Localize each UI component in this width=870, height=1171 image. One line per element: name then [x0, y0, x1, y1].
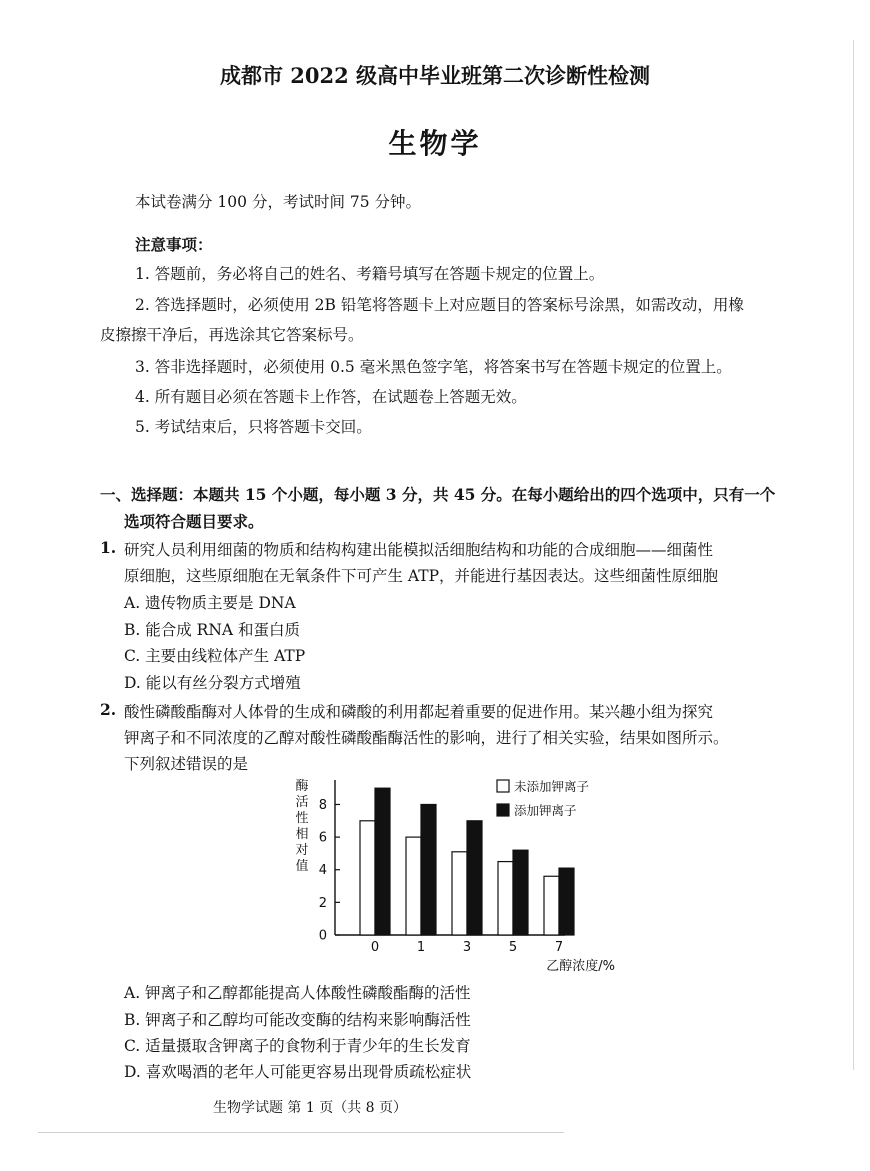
x-tick-label: 3	[462, 940, 472, 955]
q2-option-c: C. 适量摄取含钾离子的食物利于青少年的生长发育	[124, 1037, 471, 1055]
x-tick-label: 7	[554, 940, 564, 955]
y-tick-label: 0	[318, 928, 327, 944]
legend	[497, 779, 589, 818]
note-item: 5. 考试结束后，只将答题卡交回。	[135, 418, 372, 436]
q1-option-d: D. 能以有丝分裂方式增殖	[124, 674, 301, 692]
exam-title: 成都市 2022 级高中毕业班第二次诊断性检测	[219, 63, 651, 88]
y-axis-label	[295, 779, 308, 874]
footer-rule	[38, 1132, 564, 1133]
legend-label-no-potassium: 未添加钾离子	[514, 779, 590, 794]
q1-option-c: C. 主要由线粒体产生 ATP	[124, 647, 306, 665]
legend-swatch-no-potassium	[497, 780, 509, 792]
y-axis-label-char: 性	[295, 811, 309, 826]
section-heading: 一、选择题：本题共 15 个小题，每小题 3 分，共 45 分。在每小题给出的四个选项中，只有一个	[100, 485, 776, 504]
q1-stem: 原细胞，这些原细胞在无氧条件下可产生 ATP，并能进行基因表达。这些细菌性原细胞	[124, 567, 719, 585]
bar-potassium	[375, 788, 390, 935]
bar-no-potassium	[360, 821, 375, 935]
notes-heading: 注意事项：	[135, 235, 213, 254]
q2-stem: 下列叙述错误的是	[124, 755, 249, 773]
bar-no-potassium	[406, 837, 421, 935]
note-item: 皮擦擦干净后，再选涂其它答案标号。	[100, 326, 364, 344]
intro-text: 本试卷满分 100 分，考试时间 75 分钟。	[135, 193, 422, 211]
q1-stem: 研究人员利用细菌的物质和结构构建出能模拟活细胞结构和功能的合成细胞——细菌性	[124, 541, 714, 559]
bar-potassium	[421, 804, 436, 935]
page-edge-rule	[853, 40, 854, 1070]
q2-stem: 酸性磷酸酯酶对人体骨的生成和磷酸的利用都起着重要的促进作用。某兴趣小组为探究	[124, 703, 714, 721]
y-axis-label-char: 相	[295, 827, 309, 842]
note-item: 4. 所有题目必须在答题卡上作答，在试题卷上答题无效。	[135, 388, 527, 406]
y-axis-label-char: 酶	[295, 779, 309, 794]
bar-potassium	[467, 821, 482, 935]
q1-number: 1.	[100, 538, 117, 557]
subject-title: 生物学	[388, 127, 482, 160]
y-tick-label: 8	[318, 797, 327, 813]
y-axis-label-char: 对	[295, 843, 309, 858]
bar-no-potassium	[544, 876, 559, 935]
y-axis-label-char: 值	[295, 859, 309, 874]
q2-option-b: B. 钾离子和乙醇均可能改变酶的结构来影响酶活性	[124, 1011, 471, 1029]
page-footer: 生物学试题 第 1 页（共 8 页）	[212, 1100, 408, 1116]
q1-option-a: A. 遗传物质主要是 DNA	[124, 594, 296, 612]
bar-no-potassium	[498, 862, 513, 935]
x-axis-label: 乙醇浓度/%	[546, 959, 615, 974]
y-tick-label: 2	[318, 895, 327, 911]
q2-stem: 钾离子和不同浓度的乙醇对酸性磷酸酯酶活性的影响，进行了相关实验，结果如图所示。	[124, 729, 729, 747]
enzyme-activity-chart	[280, 770, 640, 980]
q2-option-a: A. 钾离子和乙醇都能提高人体酸性磷酸酯酶的活性	[124, 984, 471, 1002]
legend-swatch-potassium	[497, 804, 509, 816]
y-axis-label-char: 活	[295, 795, 309, 810]
note-item: 3. 答非选择题时，必须使用 0.5 毫米黑色签字笔，将答案书写在答题卡规定的位置上。	[135, 358, 732, 376]
bar-potassium	[559, 868, 574, 935]
section-heading-cont: 选项符合题目要求。	[124, 512, 264, 531]
q2-number: 2.	[100, 700, 117, 719]
x-tick-label: 1	[416, 940, 426, 955]
y-tick-label: 6	[318, 830, 327, 846]
legend-label-potassium: 添加钾离子	[514, 803, 577, 818]
bar-no-potassium	[452, 852, 467, 935]
x-tick-label: 0	[370, 940, 380, 955]
x-tick-label: 5	[508, 940, 518, 955]
bar-potassium	[513, 850, 528, 935]
q2-option-d: D. 喜欢喝酒的老年人可能更容易出现骨质疏松症状	[124, 1063, 472, 1081]
note-item: 2. 答选择题时，必须使用 2B 铅笔将答题卡上对应题目的答案标号涂黑，如需改动，用橡	[135, 296, 744, 314]
note-item: 1. 答题前，务必将自己的姓名、考籍号填写在答题卡规定的位置上。	[135, 265, 605, 283]
y-tick-label: 4	[318, 863, 327, 879]
q1-option-b: B. 能合成 RNA 和蛋白质	[124, 621, 301, 639]
